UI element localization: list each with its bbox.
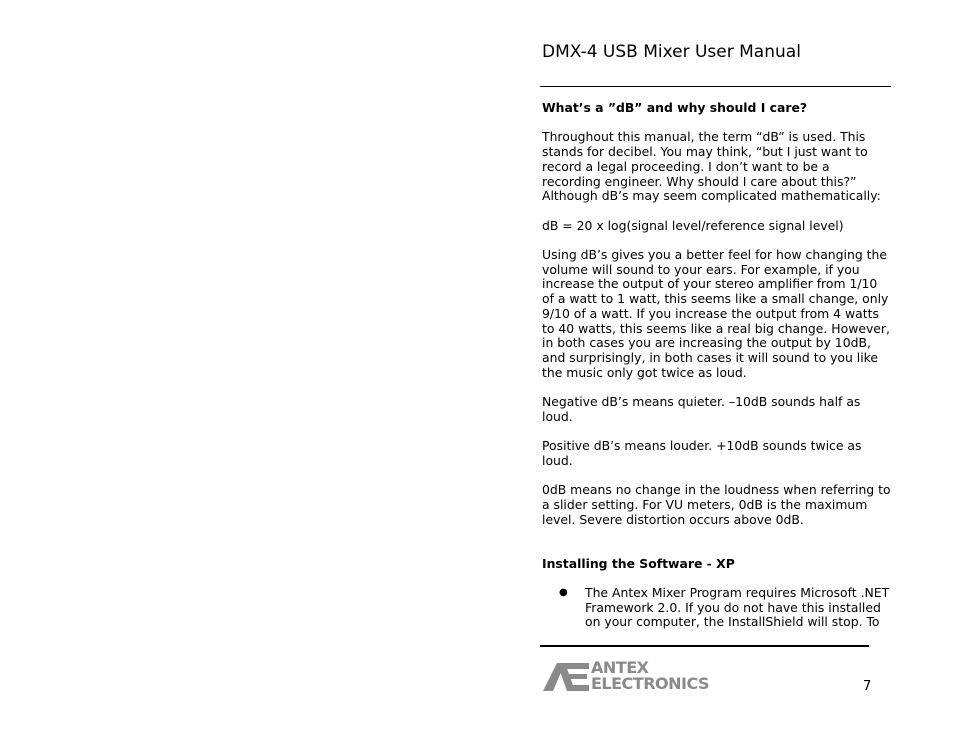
paragraph-intro: Throughout this manual, the term “dB” is used. This stands for decibel. You may think, “but I just want to record a legal proceeding. I don’t want to be a recording engineer. Why should I care about this?” Although dB’s may seem complicated mathematically: [542,129,881,204]
footer-divider [540,645,869,647]
paragraph-negative-db: Negative dB’s means quieter. –10dB sounds half as loud. [542,394,861,424]
antex-logo [543,660,723,692]
formula-text: dB = 20 x log(signal level/reference signal level) [542,217,844,233]
paragraph-positive-db: Positive dB’s means louder. +10dB sounds twice as loud. [542,438,862,468]
bullet-icon: ● [559,587,568,599]
page-number: 7 [863,679,872,694]
bullet-item [559,586,892,630]
logo-text-antex: ANTEX [591,658,649,677]
logo-text-electronics: ELECTRONICS [591,674,710,693]
manual-body [542,101,892,630]
paragraph-example: Using dB’s gives you a better feel for how changing the volume will sound to your ears. For example, if you increase the output of your stereo amplifier from 1/10 of a watt to 1 watt, this seems like a small change, only 9/10 of a watt. If you increase the output from 4 watts to 40 watts, this seems like a real big change. However, in both cases you are increasing the output by 10dB, and surprisingly, in both cases it will sound to you like the music only got twice as loud. [542,246,890,380]
page-title: DMX-4 USB Mixer User Manual [542,42,801,62]
paragraph-zero-db: 0dB means no change in the loudness when referring to a slider setting. For VU meters, 0dB is the maximum level. Severe distortion occurs above 0dB. [542,482,891,527]
section-heading-install: Installing the Software - XP [542,555,735,571]
header-divider [540,86,891,87]
antex-logo-icon [543,660,593,692]
section-heading-db: What’s a ”dB” and why should I care? [542,100,808,115]
bullet-item-text: The Antex Mixer Program requires Microsoft .NET Framework 2.0. If you do not have this installed on your computer, the InstallShield will stop. To [585,585,890,630]
